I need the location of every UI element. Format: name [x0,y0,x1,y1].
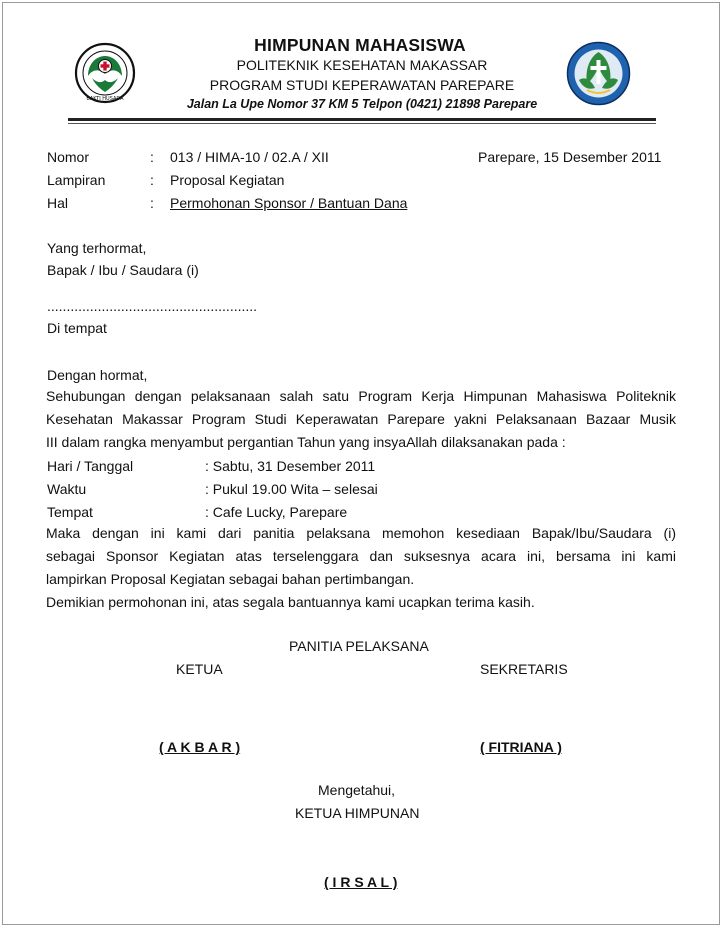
letterhead-divider [68,118,656,121]
institution-name: POLITEKNIK KESEHATAN MAKASSAR [236,57,488,73]
ketua-name: ( A K B A R ) [159,739,241,755]
ketua-himpunan-name: ( I R S A L ) [324,874,398,890]
acknowledged-label: Mengetahui, [318,782,396,798]
lampiran-colon: : [150,172,154,188]
hal-label: Hal [47,195,69,211]
detail-label: Tempat [47,504,93,520]
paragraph-2-line-3: lampirkan Proposal Kegiatan sebagai bahan pertimbangan. [46,571,415,587]
nomor-value: 013 / HIMA-10 / 02.A / XII [170,149,329,165]
ketua-role: KETUA [176,661,223,677]
org-title: HIMPUNAN MAHASISWA [254,35,466,55]
paragraph-1-line-3: III dalam rangka menyambut pergantian Tahun yang insyaAllah dilaksanakan pada : [46,434,566,450]
salutation: Yang terhormat, [47,240,147,256]
committee-title: PANITIA PELAKSANA [289,638,429,654]
sekretaris-role: SEKRETARIS [480,661,568,677]
program-name: PROGRAM STUDI KEPERAWATAN PAREPARE [209,77,515,93]
paragraph-2-line-2: sebagai Sponsor Kegiatan atas terselenggara dan suksesnya acara ini, bersama ini kami [46,548,676,564]
nomor-label: Nomor [47,149,90,165]
address-line: Jalan La Upe Nomor 37 KM 5 Telpon (0421) 21898 Parepare [186,97,538,111]
closing-sentence: Demikian permohonan ini, atas segala bantuannya kami ucapkan terima kasih. [46,594,535,610]
nomor-colon: : [150,149,154,165]
letterhead-divider-thin [68,123,656,124]
detail-value: : Sabtu, 31 Desember 2011 [205,458,376,474]
detail-value: : Cafe Lucky, Parepare [205,504,348,520]
place-date: Parepare, 15 Desember 2011 [478,149,662,165]
recipient-place: Di tempat [47,320,107,336]
detail-label: Hari / Tanggal [47,458,134,474]
recipient-dots: ...................................................... [47,298,258,314]
detail-label: Waktu [47,481,87,497]
detail-value: : Pukul 19.00 Wita – selesai [205,481,378,497]
lampiran-label: Lampiran [47,172,106,188]
sekretaris-name: ( FITRIANA ) [480,739,562,755]
opening: Dengan hormat, [47,367,148,383]
recipient-name: Bapak / Ibu / Saudara (i) [47,262,199,278]
hal-colon: : [150,195,154,211]
paragraph-1-line-1: Sehubungan dengan pelaksanaan salah satu Program Kerja Himpunan Mahasiswa Politeknik [46,388,676,404]
hal-value: Permohonan Sponsor / Bantuan Dana [170,195,408,211]
lampiran-value: Proposal Kegiatan [170,172,285,188]
logo-caption: BAKTI HUSADA [86,96,124,102]
paragraph-2-line-1: Maka dengan ini kami dari panitia pelaksana memohon kesediaan Bapak/Ibu/Saudara (i) [46,525,676,541]
paragraph-1-line-2: Kesehatan Makassar Program Studi Keperawatan Parepare yakni Pelaksanaan Bazaar Musik [46,411,676,427]
ketua-himpunan-role: KETUA HIMPUNAN [295,805,420,821]
